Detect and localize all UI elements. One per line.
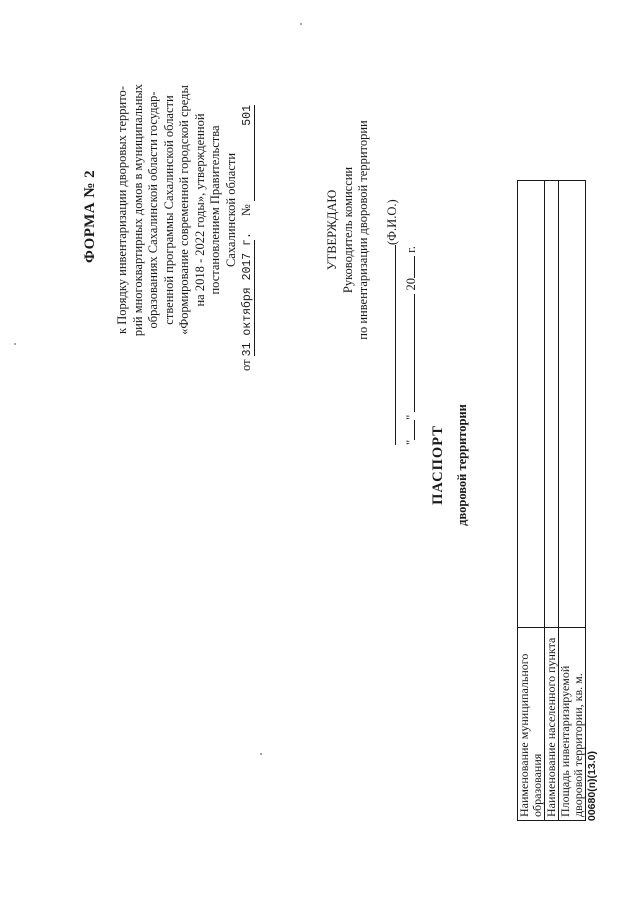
table-value-cell bbox=[518, 181, 545, 628]
order-date-number-line bbox=[239, 45, 255, 375]
date-close-quote: " bbox=[404, 414, 418, 420]
scan-speck bbox=[300, 23, 302, 25]
order-date: 31 октября 2017 г. bbox=[241, 232, 254, 357]
scan-speck bbox=[14, 343, 16, 345]
approval-commission: по инвентаризации дворовой территории bbox=[356, 120, 370, 340]
year-suffix: г. bbox=[404, 246, 418, 253]
order-line: образованиях Сахалинской области государ- bbox=[146, 91, 160, 329]
order-line: на 2018 - 2022 годы», утвержденной bbox=[192, 113, 207, 307]
order-reference-block bbox=[115, 45, 255, 375]
date-open-quote: " bbox=[404, 439, 418, 445]
approval-block bbox=[325, 70, 372, 390]
fio-label: (Ф.И.О.) bbox=[385, 199, 399, 245]
passport-title: ПАСПОРТ bbox=[430, 425, 446, 505]
approval-heading: УТВЕРЖДАЮ bbox=[325, 189, 339, 271]
scan-speck bbox=[260, 753, 262, 755]
table-row bbox=[545, 181, 559, 821]
year-prefix: 20 bbox=[404, 278, 418, 291]
table-label-cell: Площадь инвентаризируемой дворовой территории, кв. м. bbox=[559, 628, 586, 821]
order-line: рий многоквартирных домов в муниципальных bbox=[130, 83, 145, 337]
number-label: № bbox=[239, 204, 253, 217]
table-value-cell bbox=[545, 181, 559, 628]
from-label: от bbox=[239, 359, 253, 371]
approval-date-row bbox=[404, 246, 419, 445]
order-line: «Формирование современной городской среды bbox=[177, 85, 191, 335]
order-line: к Порядку инвентаризации дворовых террито- bbox=[115, 86, 129, 334]
document-footer-code: 00680(п)(13.0) bbox=[586, 751, 598, 821]
table-label-cell: Наименование муниципального образования bbox=[518, 628, 545, 821]
table-row bbox=[559, 181, 586, 821]
table-label-cell: Наименование населенного пункта bbox=[545, 628, 559, 821]
fio-signature-row bbox=[385, 199, 400, 445]
form-title: ФОРМА № 2 bbox=[82, 169, 98, 263]
territory-info-table bbox=[517, 180, 586, 821]
passport-subtitle: дворовой территории bbox=[455, 404, 469, 526]
order-line: постановлением Правительства bbox=[208, 125, 222, 295]
table-value-cell bbox=[559, 181, 586, 628]
approval-position: Руководитель комиссии bbox=[340, 166, 355, 294]
order-line: Сахалинской области bbox=[223, 152, 238, 268]
order-line: ственной программы Сахалинской области bbox=[161, 95, 176, 325]
table-row bbox=[518, 181, 545, 821]
order-number: 501 bbox=[241, 105, 255, 201]
